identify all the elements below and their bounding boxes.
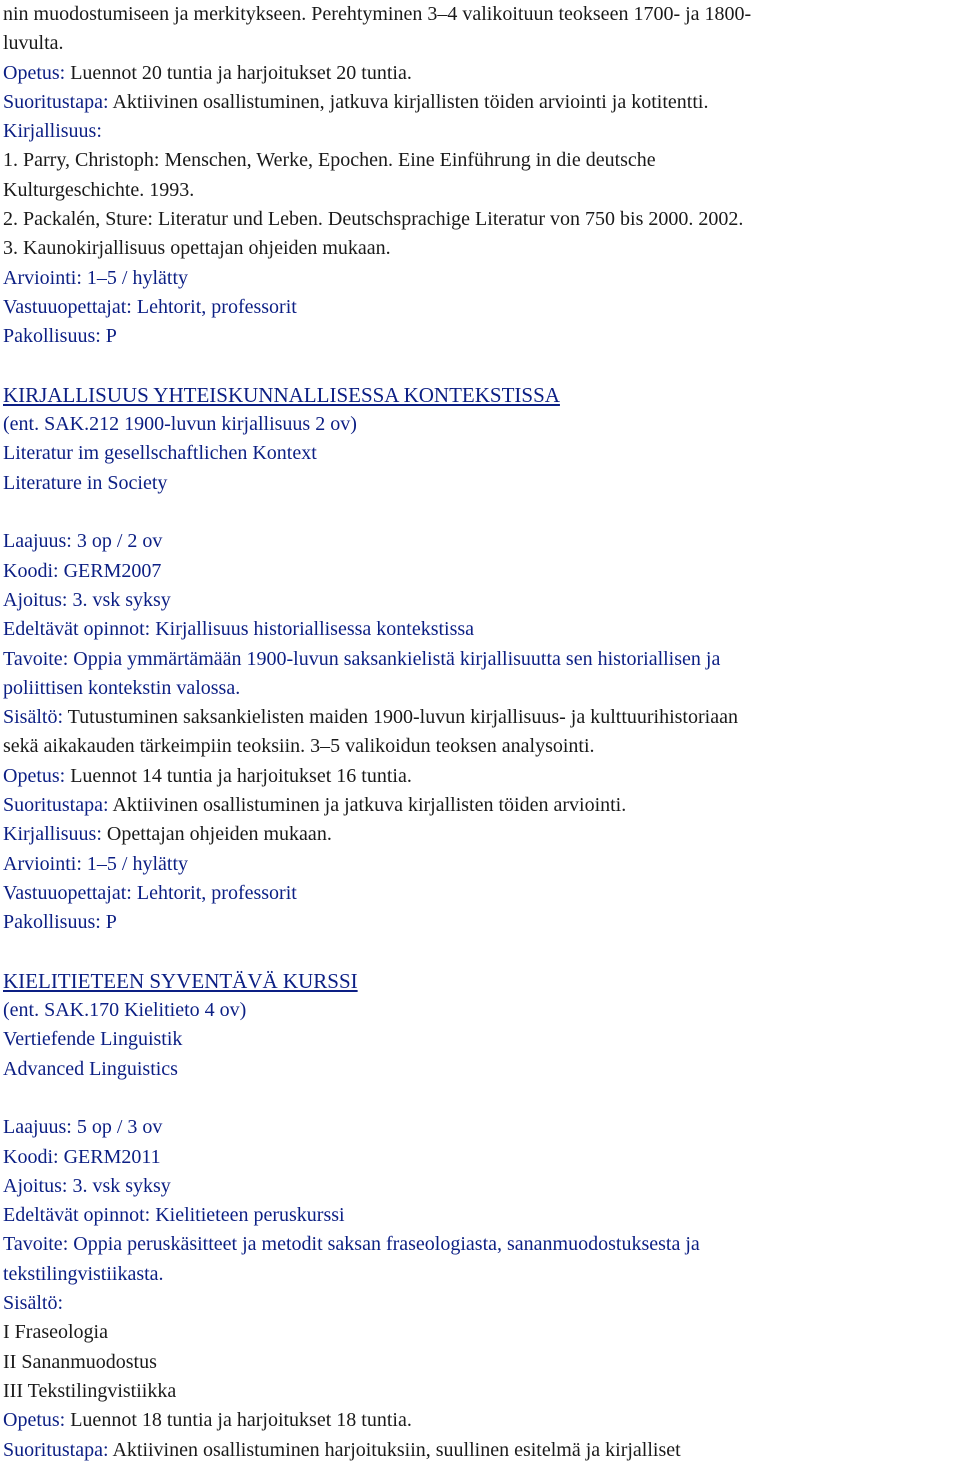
literature-item: 2. Packalén, Sture: Literatur und Leben. Deutschsprachige Literatur von 750 bis 2000. 2002. (3, 208, 744, 231)
koodi-label: Koodi: (3, 1145, 59, 1168)
content-text: nin muodostumiseen ja merkitykseen. Perehtyminen 3–4 valikoituun teokseen 1700- ja 1800- (3, 3, 752, 25)
opetus-label: Opetus: (3, 1409, 66, 1432)
laajuus-row (3, 527, 955, 556)
pakollisuus-label: Pakollisuus: (3, 325, 101, 348)
tavoite-value: Oppia ymmärtämään 1900-luvun saksankielistä kirjallisuutta sen historiallisen ja (68, 647, 721, 670)
spacer (3, 498, 955, 527)
vastuuopettajat-value: Lehtorit, professorit (131, 881, 297, 904)
ajoitus-value: 3. vsk syksy (67, 588, 171, 611)
course-name-en: Literature in Society (3, 471, 168, 494)
kirjallisuus-row (3, 820, 955, 849)
tavoite-continuation: tekstilingvistiikasta. (3, 1262, 164, 1285)
literature-item: Kulturgeschichte. 1993. (3, 178, 195, 201)
opetus-label: Opetus: (3, 61, 66, 84)
opetus-label: Opetus: (3, 764, 66, 787)
koodi-row (3, 1143, 955, 1172)
laajuus-label: Laajuus: (3, 1116, 72, 1139)
arviointi-value: 1–5 / hylätty (81, 852, 188, 875)
document-page (3, 0, 955, 1465)
ajoitus-row (3, 1172, 955, 1201)
laajuus-value: 5 op / 3 ov (71, 1116, 163, 1139)
kirjallisuus-label: Kirjallisuus: (3, 823, 102, 846)
sisalto-label: Sisältö: (3, 1292, 64, 1315)
laajuus-value: 3 op / 2 ov (71, 530, 163, 553)
suoritustapa-row (3, 1436, 955, 1465)
pakollisuus-row (3, 322, 955, 351)
course-title: KIRJALLISUUS YHTEISKUNNALLISESSA KONTEKSTISSA (3, 382, 560, 407)
suoritustapa-value: Aktiivinen osallistuminen, jatkuva kirjallisten töiden arviointi ja kotitentti. (108, 90, 709, 113)
suoritustapa-value: Aktiivinen osallistuminen ja jatkuva kirjallisten töiden arviointi. (108, 794, 627, 817)
literature-item: 1. Parry, Christoph: Menschen, Werke, Epochen. Eine Einführung in die deutsche (3, 149, 656, 172)
spacer (3, 352, 955, 381)
pakollisuus-label: Pakollisuus: (3, 911, 101, 934)
tavoite-row (3, 645, 955, 674)
opetus-row (3, 762, 955, 791)
sisalto-row (3, 703, 955, 732)
sisalto-value: Tutustuminen saksankielisten maiden 1900-luvun kirjallisuus- ja kulttuurihistoriaan (63, 706, 738, 729)
suoritustapa-label: Suoritustapa: (3, 1438, 109, 1461)
koodi-label: Koodi: (3, 559, 59, 582)
ajoitus-value: 3. vsk syksy (67, 1174, 171, 1197)
edeltavat-row (3, 615, 955, 644)
edeltavat-label: Edeltävät opinnot: (3, 618, 151, 641)
literature-item: 3. Kaunokirjallisuus opettajan ohjeiden mukaan. (3, 237, 391, 260)
koodi-row (3, 557, 955, 586)
sisalto-label: Sisältö: (3, 706, 64, 729)
spacer (3, 1084, 955, 1113)
arviointi-row (3, 850, 955, 879)
kirjallisuus-row (3, 117, 955, 146)
laajuus-row (3, 1113, 955, 1142)
koodi-value: GERM2011 (58, 1145, 161, 1168)
suoritustapa-value: Aktiivinen osallistuminen harjoituksiin, suullinen esitelmä ja kirjalliset (108, 1438, 681, 1461)
ajoitus-label: Ajoitus: (3, 1174, 68, 1197)
edeltavat-value: Kielitieteen peruskurssi (150, 1204, 345, 1227)
edeltavat-value: Kirjallisuus historiallisessa kontekstissa (150, 618, 475, 641)
pakollisuus-row (3, 908, 955, 937)
suoritustapa-label: Suoritustapa: (3, 90, 109, 113)
pakollisuus-value: P (100, 911, 117, 934)
course-name-en: Advanced Linguistics (3, 1057, 178, 1080)
opetus-value: Luennot 18 tuntia ja harjoitukset 18 tuntia. (65, 1409, 412, 1432)
edeltavat-label: Edeltävät opinnot: (3, 1204, 151, 1227)
opetus-row (3, 59, 955, 88)
sisalto-item: II Sananmuodostus (3, 1350, 157, 1373)
edeltavat-row (3, 1201, 955, 1230)
sisalto-item: I Fraseologia (3, 1321, 108, 1344)
opetus-value: Luennot 14 tuntia ja harjoitukset 16 tuntia. (65, 764, 412, 787)
arviointi-row (3, 264, 955, 293)
sisalto-item: III Tekstilingvistiikka (3, 1379, 177, 1402)
tavoite-label: Tavoite: (3, 1233, 69, 1256)
course-former-code: (ent. SAK.170 Kielitieto 4 ov) (3, 999, 247, 1022)
vastuuopettajat-row (3, 293, 955, 322)
koodi-value: GERM2007 (58, 559, 162, 582)
course-name-de: Literatur im gesellschaftlichen Kontext (3, 442, 317, 465)
suoritustapa-row (3, 791, 955, 820)
vastuuopettajat-label: Vastuuopettajat: (3, 881, 132, 904)
suoritustapa-label: Suoritustapa: (3, 794, 109, 817)
course-former-code: (ent. SAK.212 1900-luvun kirjallisuus 2 ov) (3, 413, 357, 436)
ajoitus-row (3, 586, 955, 615)
sisalto-row (3, 1289, 955, 1318)
tavoite-row (3, 1230, 955, 1259)
sisalto-continuation: sekä aikakauden tärkeimpiin teoksiin. 3–5 valikoidun teoksen analysointi. (3, 735, 595, 758)
laajuus-label: Laajuus: (3, 530, 72, 553)
course-title: KIELITIETEEN SYVENTÄVÄ KURSSI (3, 968, 358, 993)
tavoite-value: Oppia peruskäsitteet ja metodit saksan fraseologiasta, sananmuodostuksesta ja (68, 1233, 700, 1256)
kirjallisuus-label: Kirjallisuus: (3, 120, 102, 143)
arviointi-label: Arviointi: (3, 852, 82, 875)
tavoite-continuation: poliittisen kontekstin valossa. (3, 676, 241, 699)
vastuuopettajat-value: Lehtorit, professorit (131, 295, 297, 318)
suoritustapa-row (3, 88, 955, 117)
vastuuopettajat-label: Vastuuopettajat: (3, 295, 132, 318)
arviointi-label: Arviointi: (3, 266, 82, 289)
kirjallisuus-value: Opettajan ohjeiden mukaan. (101, 823, 332, 846)
course-name-de: Vertiefende Linguistik (3, 1028, 183, 1051)
opetus-row (3, 1406, 955, 1435)
tavoite-label: Tavoite: (3, 647, 69, 670)
arviointi-value: 1–5 / hylätty (81, 266, 188, 289)
content-text: luvulta. (3, 32, 64, 55)
spacer (3, 938, 955, 967)
ajoitus-label: Ajoitus: (3, 588, 68, 611)
pakollisuus-value: P (100, 325, 117, 348)
vastuuopettajat-row (3, 879, 955, 908)
opetus-value: Luennot 20 tuntia ja harjoitukset 20 tuntia. (65, 61, 412, 84)
